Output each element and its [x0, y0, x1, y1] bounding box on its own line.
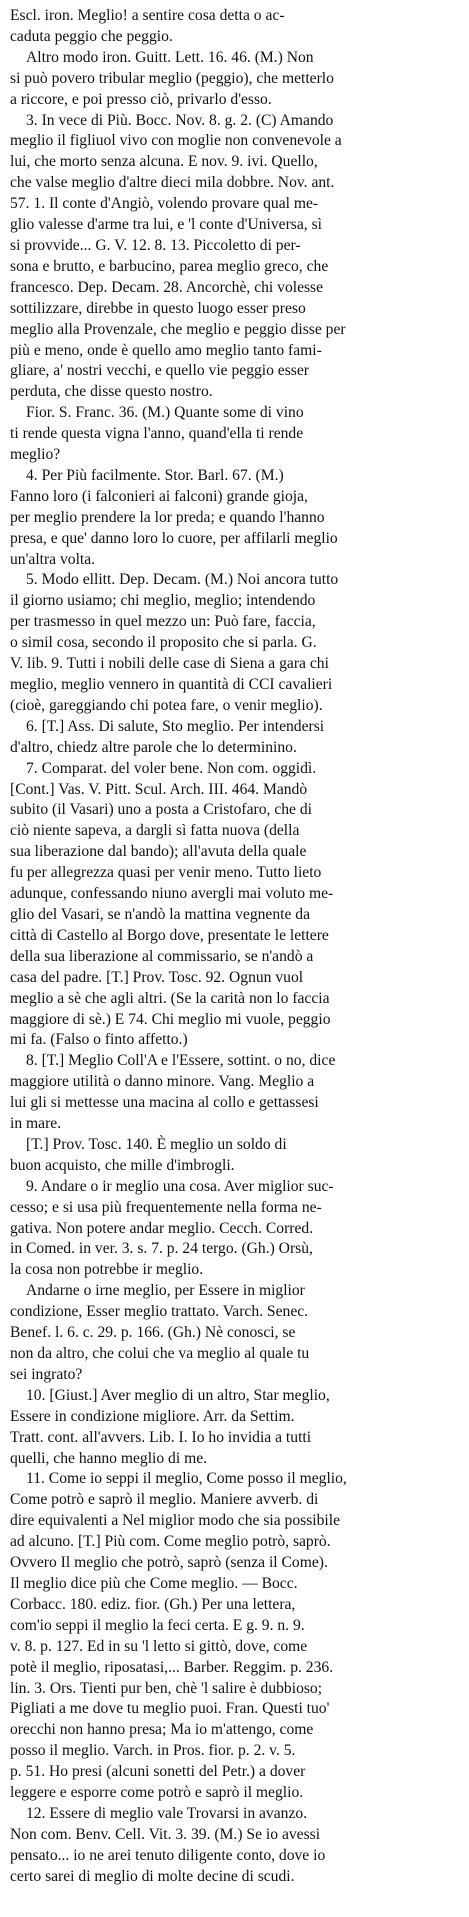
- entry-line: a riccore, e poi presso ciò, privarlo d'esso.: [10, 90, 272, 108]
- entry-line: la cosa non potrebbe ir meglio.: [10, 1261, 204, 1279]
- entry-line: lui gli si mettesse una macina al collo e gettassesi: [10, 1094, 319, 1112]
- entry-line: perduta, che disse questo nostro.: [10, 383, 213, 401]
- entry-line: fu per allegrezza quasi per venir meno. Tutto lieto: [10, 864, 322, 882]
- entry-line: per meglio prendere la lor preda; e quando l'hanno: [10, 508, 325, 526]
- entry-line: della sua liberazione al commissario, se n'andò a: [10, 947, 314, 965]
- entry-line: 5. Modo ellitt. Dep. Decam. (M.) Noi ancora tutto: [26, 571, 339, 589]
- entry-line: Ovvero Il meglio che potrò, saprò (senza il Come).: [10, 1554, 328, 1572]
- entry-line: subito (il Vasari) uno a posta a Cristofaro, che di: [10, 801, 312, 819]
- entry-line: 8. [T.] Meglio Coll'A e l'Essere, sottint. o no, dice: [26, 1052, 336, 1070]
- entry-line: dire equivalenti a Nel miglior modo che sia possibile: [10, 1512, 340, 1530]
- entry-line: com'io seppi il meglio la feci certa. E g. 9. n. 9.: [10, 1616, 305, 1634]
- entry-line: gativa. Non potere andar meglio. Cecch. Corred.: [10, 1219, 314, 1237]
- entry-line: lin. 3. Ors. Tienti pur ben, chè 'l salire è dubbioso;: [10, 1679, 323, 1697]
- entry-line: p. 51. Ho presi (alcuni sonetti del Petr.) a dover: [10, 1763, 306, 1781]
- entry-line: Fior. S. Franc. 36. (M.) Quante some di vino: [26, 404, 304, 422]
- entry-line: 57. 1. Il conte d'Angiò, volendo provare qual me-: [10, 195, 319, 213]
- entry-line: (cioè, gareggiando chi potea fare, o venir meglio).: [10, 696, 323, 714]
- entry-line: Tratt. cont. all'avvers. Lib. I. Io ho invidia a tutti: [10, 1428, 312, 1446]
- entry-line: francesco. Dep. Decam. 28. Ancorchè, chi volesse: [10, 278, 324, 296]
- entry-line: d'altro, chiedz altre parole che lo determinino.: [10, 738, 297, 756]
- entry-line: Andarne o irne meglio, per Essere in miglior: [26, 1282, 305, 1300]
- entry-line: cesso; e si usa più frequentemente nella forma ne-: [10, 1198, 322, 1216]
- entry-line: più e meno, onde è quello amo meglio tanto fami-: [10, 341, 322, 359]
- entry-line: sottilizzare, direbbe in questo luogo esser preso: [10, 299, 306, 317]
- entry-line: caduta peggio che peggio.: [10, 27, 173, 45]
- entry-line: Fanno loro (i falconieri ai falconi) grande gioja,: [10, 487, 308, 505]
- entry-line: in Comed. in ver. 3. s. 7. p. 24 tergo. (Gh.) Orsù,: [10, 1240, 313, 1258]
- entry-line: si provvide... G. V. 12. 8. 13. Piccoletto di per-: [10, 236, 301, 254]
- entry-line: che valse meglio d'altre dieci mila dobbre. Nov. ant.: [10, 174, 335, 192]
- entry-line: 11. Come io seppi il meglio, Come posso il meglio,: [26, 1470, 347, 1488]
- entry-line: meglio alla Provenzale, che meglio e peggio disse per: [10, 320, 346, 338]
- entry-line: città di Castello al Borgo dove, presentate le lettere: [10, 926, 329, 944]
- entry-line: 10. [Giust.] Aver meglio di un altro, Star meglio,: [26, 1386, 330, 1404]
- entry-line: maggiore utilità o danno minore. Vang. Meglio a: [10, 1073, 315, 1091]
- entry-line: meglio il figliuol vivo con moglie non convenevole a: [10, 132, 342, 150]
- entry-line: meglio a sè che agli altri. (Se la carità non lo faccia: [10, 989, 330, 1007]
- entry-line: 7. Comparat. del voler bene. Non com. oggidì.: [26, 759, 317, 777]
- entry-line: il giorno usiamo; chi meglio, meglio; intendendo: [10, 592, 316, 610]
- entry-line: Escl. iron. Meglio! a sentire cosa detta o ac-: [10, 7, 285, 24]
- entry-line: 9. Andare o ir meglio una cosa. Aver miglior suc-: [26, 1177, 334, 1195]
- entry-line: orecchi non hanno presa; Ma io m'attengo, come: [10, 1721, 314, 1739]
- entry-line: potè il meglio, riposatasi,... Barber. Reggim. p. 236.: [10, 1658, 334, 1676]
- entry-line: quelli, che hanno meglio di me.: [10, 1449, 208, 1467]
- entry-line: ciò niente sapeva, a dargli sì fatta nuova (della: [10, 822, 300, 840]
- entry-line: mi fa. (Falso o finto affetto.): [10, 1031, 188, 1049]
- entry-line: [T.] Prov. Tosc. 140. È meglio un soldo di: [26, 1135, 287, 1153]
- entry-line: ti rende questa vigna l'anno, quand'ella ti rende: [10, 425, 304, 443]
- entry-line: condizione, Esser meglio trattato. Varch. Senec.: [10, 1303, 309, 1321]
- entry-line: pensato... io ne arei tenuto diligente conto, dove io: [10, 1846, 326, 1864]
- entry-line: sona e brutto, e barbucino, parea meglio greco, che: [10, 257, 329, 275]
- entry-line: adunque, confessando niuno avergli mai voluto me-: [10, 885, 334, 903]
- entry-line: 4. Per Più facilmente. Stor. Barl. 67. (M.): [26, 466, 284, 484]
- entry-line: V. lib. 9. Tutti i nobili delle case di Siena a gara chi: [10, 655, 329, 673]
- entry-line: sei ingrato?: [10, 1365, 83, 1383]
- entry-line: o simil cosa, secondo il proposito che si parla. G.: [10, 634, 317, 652]
- entry-line: buon acquisto, che mille d'imbrogli.: [10, 1156, 235, 1174]
- entry-line: v. 8. p. 127. Ed in su 'l letto si gittò, dove, come: [10, 1637, 308, 1655]
- entry-line: Corbacc. 180. ediz. fior. (Gh.) Per una lettera,: [10, 1595, 296, 1613]
- entry-line: 12. Essere di meglio vale Trovarsi in avanzo.: [26, 1804, 308, 1822]
- entry-line: per trasmesso in quel mezzo un: Può fare, faccia,: [10, 613, 316, 631]
- entry-line: posso il meglio. Varch. in Pros. fior. p. 2. v. 5.: [10, 1742, 296, 1760]
- entry-line: sua liberazione dal bando); all'avuta della quale: [10, 843, 307, 861]
- entry-line: maggiore di sè.) E 74. Chi meglio mi vuole, peggio: [10, 1010, 331, 1028]
- entry-line: glio valesse d'arme tra lui, e 'l conte d'Universa, sì: [10, 216, 322, 234]
- entry-line: si può povero tribular meglio (peggio), che metterlo: [10, 69, 334, 87]
- entry-line: in mare.: [10, 1115, 62, 1133]
- entry-line: gliare, a' nostri vecchi, e quello vie peggio esser: [10, 362, 309, 380]
- entry-line: 3. In vece di Più. Bocc. Nov. 8. g. 2. (C) Amando: [26, 111, 334, 129]
- entry-line: Benef. l. 6. c. 29. p. 166. (Gh.) Nè conosci, se: [10, 1324, 296, 1342]
- entry-line: Come potrò e saprò il meglio. Maniere avverb. di: [10, 1491, 319, 1509]
- entry-line: 6. [T.] Ass. Di salute, Sto meglio. Per intendersi: [26, 717, 325, 735]
- entry-line: non da altro, che colui che va meglio al quale tu: [10, 1345, 310, 1362]
- entry-line: [Cont.] Vas. V. Pitt. Scul. Arch. III. 464. Mandò: [10, 780, 308, 798]
- entry-line: casa del padre. [T.] Prov. Tosc. 92. Ognun vuol: [10, 968, 304, 986]
- entry-line: Altro modo iron. Guitt. Lett. 16. 46. (M.) Non: [26, 48, 314, 66]
- entry-line: ad alcuno. [T.] Più com. Come meglio potrò, saprò.: [10, 1533, 331, 1551]
- entry-line: lui, che morto senza alcuna. E nov. 9. ivi. Quello,: [10, 153, 318, 171]
- entry-line: presa, e que' danno loro lo cuore, per affilarli meglio: [10, 529, 338, 547]
- entry-line: glio del Vasari, se n'andò la mattina vegnente da: [10, 905, 311, 923]
- entry-line: certo sarei di meglio di molte decine di scudi.: [10, 1867, 295, 1885]
- entry-line: meglio?: [10, 446, 61, 464]
- entry-line: un'altra volta.: [10, 550, 96, 568]
- entry-line: meglio, meglio vennero in quantità di CCI cavalieri: [10, 676, 333, 693]
- entry-line: Non com. Benv. Cell. Vit. 3. 39. (M.) Se io avessi: [10, 1825, 321, 1843]
- entry-line: Il meglio dice più che Come meglio. — Bocc.: [10, 1574, 298, 1592]
- entry-line: Essere in condizione migliore. Arr. da Settim.: [10, 1407, 295, 1425]
- entry-line: Pigliati a me dove tu meglio puoi. Fran. Questi tuo': [10, 1700, 330, 1718]
- entry-line: leggere e esporre come potrò e saprò il meglio.: [10, 1784, 304, 1802]
